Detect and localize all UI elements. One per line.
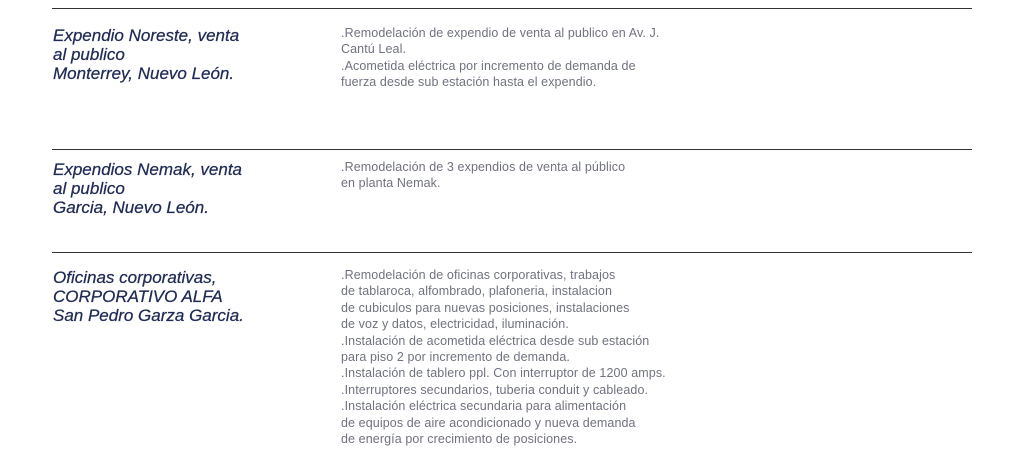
description-line: .Remodelación de 3 expendios de venta al público [341,160,626,174]
project-title-line: Expendios Nemak, venta [53,160,242,179]
project-title-line: San Pedro Garza Garcia. [53,306,244,325]
project-description [341,159,721,192]
project-title-line: Garcia, Nuevo León. [53,198,209,217]
project-title [53,160,323,217]
project-title-line: CORPORATIVO ALFA [53,287,223,306]
description-line: de equipos de aire acondicionado y nueva demanda [341,415,636,430]
description-line: .Remodelación de oficinas corporativas, trabajos [341,268,616,282]
description-line: de cubiculos para nuevas posiciones, instalaciones [341,300,630,315]
description-line: .Interruptores secundarios, tuberia conduit y cableado. [341,382,649,397]
project-title-line: Oficinas corporativas, [53,268,217,287]
section-divider [52,252,972,253]
section-divider [52,149,972,150]
description-line: de tablaroca, alfombrado, plafoneria, instalacion [341,284,613,299]
description-line: .Remodelación de expendio de venta al publico en Av. J. [341,26,660,40]
description-line: fuerza desde sub estación hasta el expendio. [341,75,597,90]
description-line: .Acometida eléctrica por incremento de demanda de [341,58,636,73]
project-title-line: al publico [53,179,125,198]
description-line: de energía por crecimiento de posiciones. [341,432,578,447]
project-title [53,268,323,325]
section-divider [52,8,972,9]
description-line: para piso 2 por incremento de demanda. [341,350,570,365]
description-line: .Instalación de acometida eléctrica desde sub estación [341,333,650,348]
description-line: .Instalación de tablero ppl. Con interruptor de 1200 amps. [341,366,666,381]
description-line: de voz y datos, electricidad, iluminación. [341,317,569,332]
project-title-line: Monterrey, Nuevo León. [53,64,235,83]
project-description [341,25,721,91]
project-title-line: Expendio Noreste, venta [53,26,240,45]
project-description [341,267,721,447]
description-line: en planta Nemak. [341,176,441,191]
project-title-line: al publico [53,45,125,64]
description-line: Cantú Leal. [341,42,407,57]
project-title [53,26,323,83]
description-line: .Instalación eléctrica secundaria para alimentación [341,399,627,414]
